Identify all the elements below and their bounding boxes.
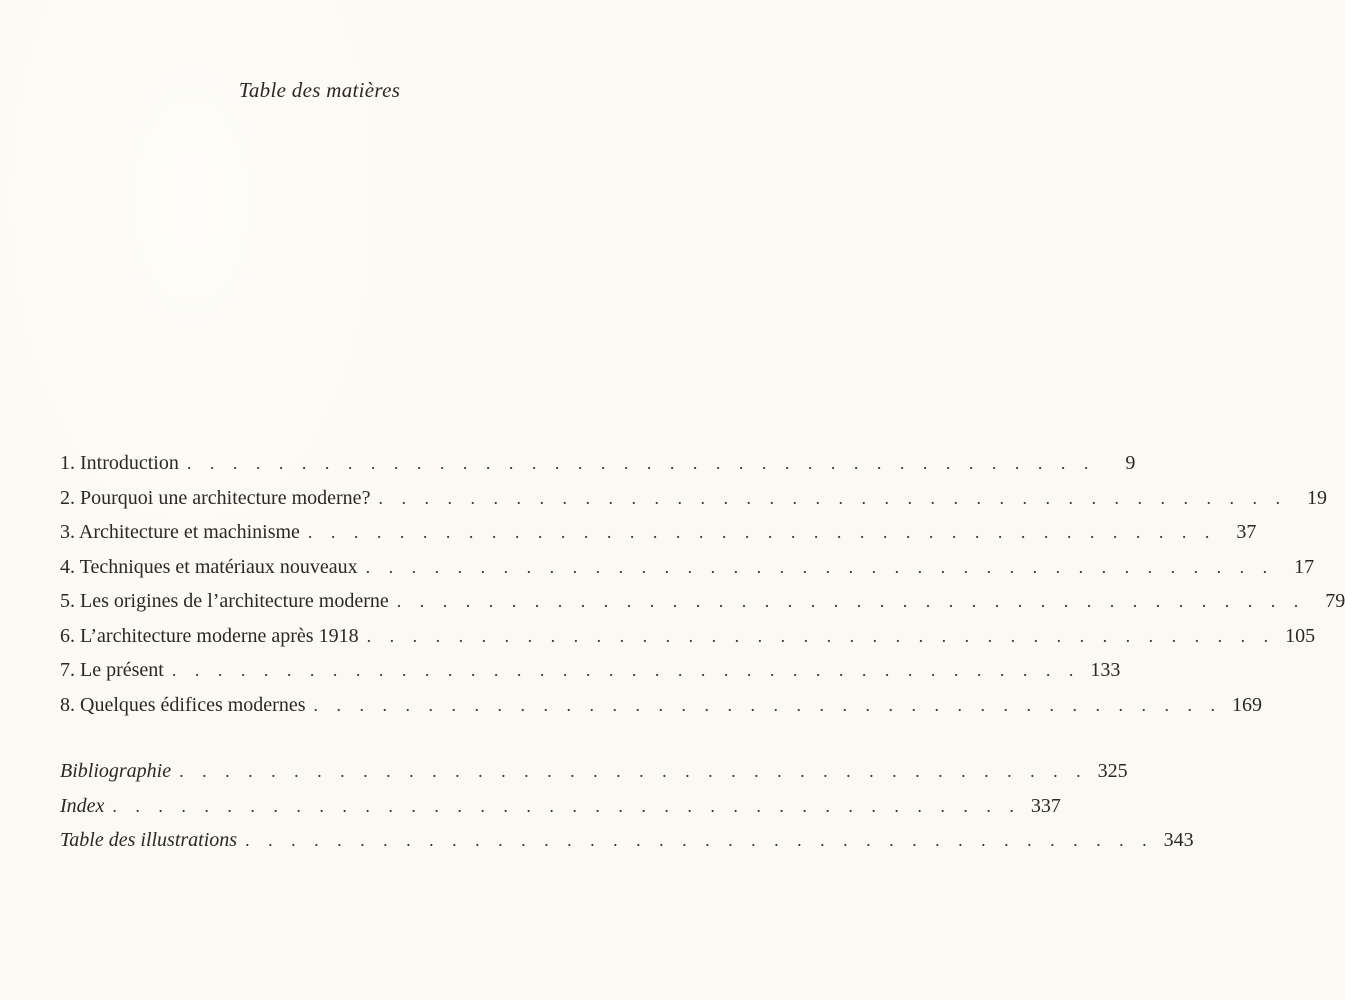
- dot-leader: . . . . . . . . . . . . . . . . . . . . . . . . . . . . . . . . . . . . . . . .: [245, 830, 1154, 850]
- toc-entry-page: 9: [1125, 452, 1136, 474]
- toc-entry-page: 17: [1294, 555, 1315, 578]
- dot-leader: . . . . . . . . . . . . . . . . . . . . . . . . . . . . . . . . . . . . . . . .: [171, 660, 1081, 680]
- dot-leader: . . . . . . . . . . . . . . . . . . . . . . . . . . . . . . . . . . . . . . . .: [112, 795, 1021, 816]
- dot-leader: . . . . . . . . . . . . . . . . . . . . . . . . . . . . . . . . . . . . . . . .: [186, 453, 1096, 473]
- toc-entry: [60, 452, 1136, 487]
- toc-entry-title: 1. Introduction: [60, 452, 179, 474]
- dot-leader: . . . . . . . . . . . . . . . . . . . . . . . . . . . . . . . . . . . . . . . .: [365, 556, 1275, 577]
- toc-entry: [60, 555, 1315, 591]
- toc-entry: [60, 794, 1061, 830]
- toc-entry: [60, 624, 1316, 660]
- toc-entry: [60, 760, 1128, 795]
- toc-entry: [60, 829, 1194, 864]
- toc-entry-title: Table des illustrations: [60, 829, 238, 851]
- toc-entry-page: 19: [1306, 486, 1327, 509]
- toc-entry-page: 133: [1090, 659, 1121, 681]
- toc-entry-title: 8. Quelques édifices modernes: [60, 693, 306, 716]
- toc-entry: [60, 590, 1345, 625]
- toc-entry-page: 37: [1236, 521, 1257, 543]
- dot-leader: . . . . . . . . . . . . . . . . . . . . . . . . . . . . . . . . . . . . . . . .: [396, 591, 1306, 611]
- appendix-list: [60, 760, 1194, 864]
- dot-leader: . . . . . . . . . . . . . . . . . . . . . . . . . . . . . . . . . . . . . . . .: [179, 761, 1088, 781]
- toc-entry-title: 3. Architecture et machinisme: [60, 521, 300, 543]
- page-title: Table des matières: [238, 78, 401, 102]
- dot-leader: . . . . . . . . . . . . . . . . . . . . . . . . . . . . . . . . . . . . . . . .: [313, 694, 1222, 715]
- toc-entry: [60, 486, 1327, 522]
- toc-entry-title: 6. L’architecture moderne après 1918: [60, 624, 359, 647]
- toc-entry-title: 4. Techniques et matériaux nouveaux: [60, 555, 358, 578]
- dot-leader: . . . . . . . . . . . . . . . . . . . . . . . . . . . . . . . . . . . . . . . .: [378, 487, 1287, 508]
- toc-entry-title: 2. Pourquoi une architecture moderne?: [60, 486, 371, 509]
- toc-entry-page: 79: [1325, 590, 1345, 612]
- dot-leader: . . . . . . . . . . . . . . . . . . . . . . . . . . . . . . . . . . . . . . . .: [307, 522, 1217, 542]
- toc-entry-title: Index: [60, 794, 105, 817]
- toc-entry: [60, 693, 1262, 729]
- toc-entry-title: Bibliographie: [60, 760, 172, 782]
- toc-entry-page: 343: [1163, 829, 1194, 851]
- toc-entry-page: 105: [1285, 624, 1316, 647]
- toc-entry: [60, 659, 1121, 694]
- toc-entry-title: 5. Les origines de l’architecture moderne: [60, 590, 389, 612]
- toc-entry: [60, 521, 1257, 556]
- chapter-list: [60, 452, 1345, 728]
- toc-entry-title: 7. Le présent: [60, 659, 164, 681]
- toc-entry-page: 325: [1097, 760, 1128, 782]
- dot-leader: . . . . . . . . . . . . . . . . . . . . . . . . . . . . . . . . . . . . . . . .: [366, 625, 1276, 646]
- toc-entry-page: 169: [1231, 693, 1262, 716]
- toc-entry-page: 337: [1030, 794, 1061, 817]
